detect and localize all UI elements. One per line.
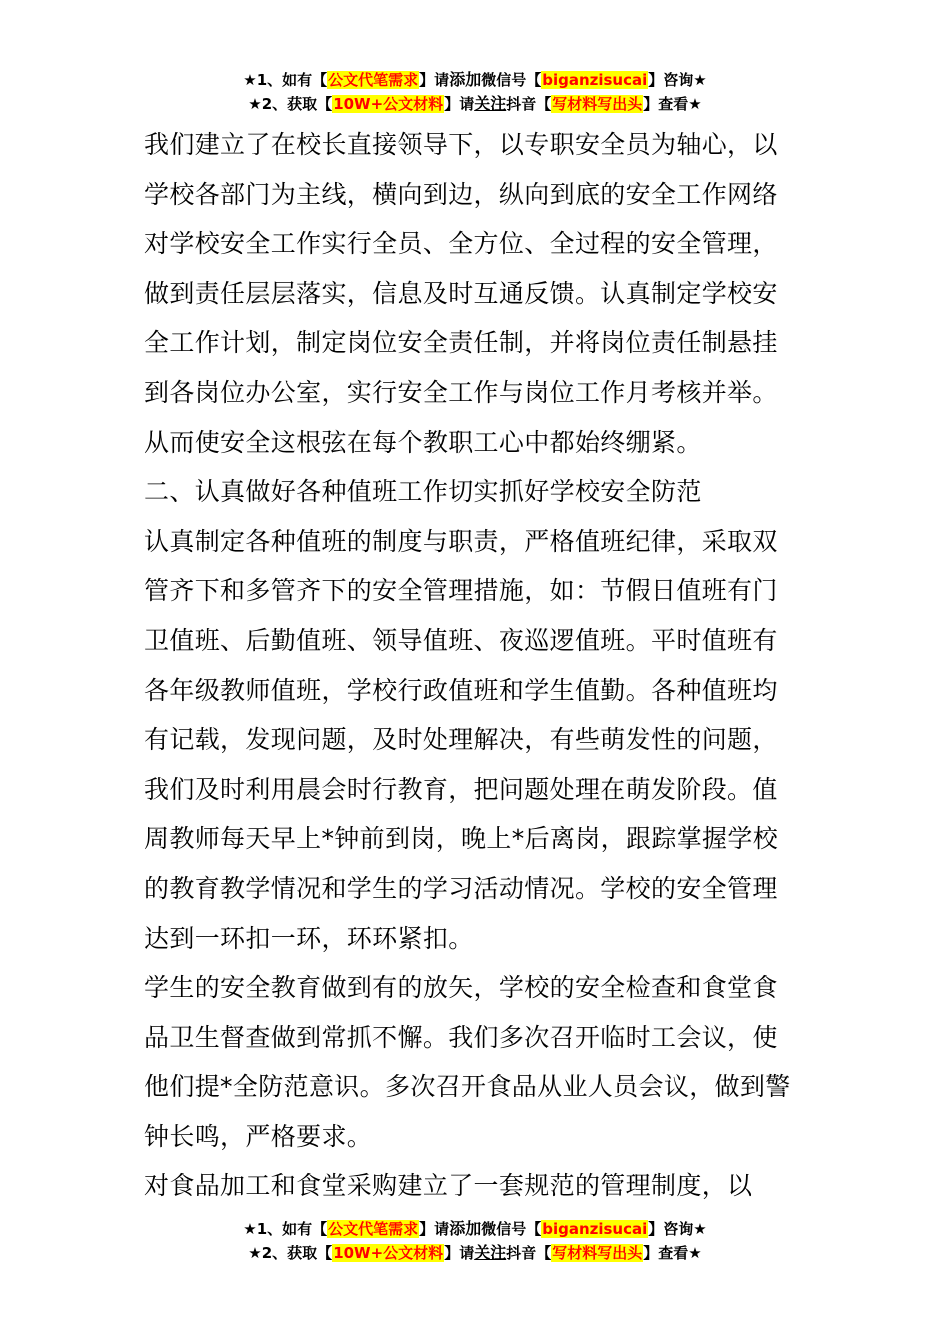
- promo-text: 抖音【: [506, 1244, 552, 1262]
- body-line: 钟长鸣，严格要求。: [144, 1121, 373, 1151]
- body-line: 学生的安全教育做到有的放矢，学校的安全检查和食堂食: [144, 973, 778, 1003]
- header-promo: [0, 68, 950, 116]
- section-heading: 二、认真做好各种值班工作切实抓好学校安全防范: [144, 477, 702, 507]
- document-body: [144, 120, 808, 1211]
- body-line: 从而使安全这根弦在每个教职工心中都始终绷紧。: [144, 427, 702, 457]
- promo-line-2: [0, 92, 950, 116]
- promo-text: ★2、获取【: [248, 95, 333, 113]
- promo-text: 】查看★: [643, 95, 702, 113]
- body-line: 对学校安全工作实行全员、全方位、全过程的安全管理，: [144, 229, 778, 259]
- promo-text: 添加: [449, 1219, 482, 1238]
- promo-highlight: 10W+公文材料: [333, 95, 444, 113]
- body-line: 的教育教学情况和学生的学习活动情况。学校的安全管理: [144, 873, 778, 903]
- promo-text: ★2、获取【: [248, 1244, 333, 1262]
- promo-highlight: 写材料写出头: [552, 95, 643, 113]
- promo-text: 】请: [419, 71, 450, 89]
- promo-text: 】请: [444, 95, 475, 113]
- promo-text: ★1、如有【: [243, 1220, 328, 1238]
- promo-highlight: biganzisucai: [542, 71, 648, 89]
- promo-text: 】请: [444, 1244, 475, 1262]
- promo-line-1: [0, 68, 950, 92]
- body-line: 管齐下和多管齐下的安全管理措施，如：节假日值班有门: [144, 576, 778, 606]
- promo-text: 】请: [419, 1220, 450, 1238]
- promo-highlight: 公文代笔需求: [328, 1220, 419, 1238]
- promo-text: ★1、如有【: [243, 71, 328, 89]
- body-line: 认真制定各种值班的制度与职责，严格值班纪律，采取双: [144, 526, 778, 556]
- promo-highlight: biganzisucai: [542, 1220, 648, 1238]
- body-line: 到各岗位办公室，实行安全工作与岗位工作月考核并举。: [144, 377, 778, 407]
- promo-text: 抖音【: [506, 95, 552, 113]
- promo-text: 微信号【: [481, 71, 542, 89]
- body-line: 我们建立了在校长直接领导下，以专职安全员为轴心，以: [144, 130, 778, 159]
- promo-text: 添加: [449, 70, 482, 89]
- body-line: 达到一环扣一环，环环紧扣。: [144, 923, 474, 953]
- promo-text: 】咨询★: [648, 1220, 707, 1238]
- promo-line-2: [0, 1241, 950, 1265]
- body-line: 品卫生督查做到常抓不懈。我们多次召开临时工会议，使: [144, 1022, 778, 1052]
- body-line: 各年级教师值班，学校行政值班和学生值勤。各种值班均: [144, 675, 778, 705]
- promo-text: 】咨询★: [648, 71, 707, 89]
- body-line: 学校各部门为主线，横向到边，纵向到底的安全工作网络: [144, 179, 778, 209]
- promo-text: 关注: [474, 94, 507, 113]
- body-line: 他们提*全防范意识。多次召开食品从业人员会议，做到警: [144, 1072, 791, 1102]
- promo-text: 微信号【: [481, 1220, 542, 1238]
- promo-highlight: 写材料写出头: [552, 1244, 643, 1262]
- promo-highlight: 公文代笔需求: [328, 71, 419, 89]
- body-line: 周教师每天早上*钟前到岗，晚上*后离岗，跟踪掌握学校: [144, 824, 779, 854]
- promo-line-1: [0, 1217, 950, 1241]
- body-line: 全工作计划，制定岗位安全责任制，并将岗位责任制悬挂: [144, 328, 778, 358]
- body-line: 有记载，发现问题，及时处理解决，有些萌发性的问题，: [144, 725, 778, 755]
- promo-highlight: 10W+公文材料: [333, 1244, 444, 1262]
- promo-text: 关注: [474, 1243, 507, 1262]
- promo-text: 】查看★: [643, 1244, 702, 1262]
- body-line: 卫值班、后勤值班、领导值班、夜巡逻值班。平时值班有: [144, 625, 778, 655]
- body-line: 对食品加工和食堂采购建立了一套规范的管理制度，以: [144, 1171, 753, 1201]
- body-line: 做到责任层层落实，信息及时互通反馈。认真制定学校安: [144, 278, 778, 308]
- footer-promo: [0, 1217, 950, 1265]
- body-line: 我们及时利用晨会时行教育，把问题处理在萌发阶段。值: [144, 774, 778, 804]
